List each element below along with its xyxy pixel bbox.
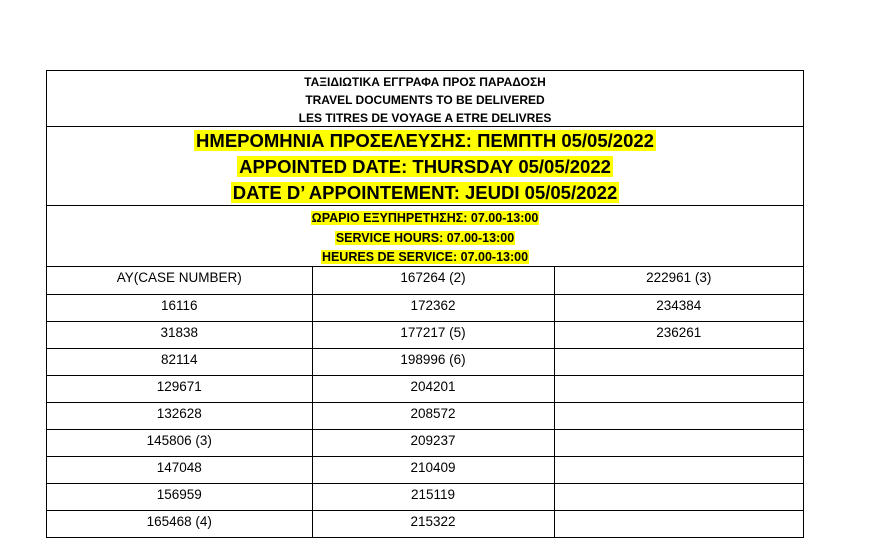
case-cell: 147048 <box>47 456 312 483</box>
appointment-date-english: APPOINTED DATE: THURSDAY 05/05/2022 <box>239 156 611 177</box>
service-hours-block <box>47 206 803 267</box>
case-cell: 177217 (5) <box>312 321 554 348</box>
case-cell: 209237 <box>312 429 554 456</box>
case-cell: 31838 <box>47 321 312 348</box>
case-cell: 167264 (2) <box>312 267 554 294</box>
case-cell <box>554 456 803 483</box>
case-cell: 16116 <box>47 294 312 321</box>
case-cell: 234384 <box>554 294 803 321</box>
service-hours-french: HEURES DE SERVICE: 07.00-13:00 <box>321 250 529 264</box>
case-cell: 132628 <box>47 402 312 429</box>
table-row <box>47 321 803 348</box>
appointment-date-block <box>47 127 803 206</box>
table-row <box>47 348 803 375</box>
table-row <box>47 294 803 321</box>
case-cell: 172362 <box>312 294 554 321</box>
case-cell <box>554 402 803 429</box>
case-cell: 204201 <box>312 375 554 402</box>
service-hours-english: SERVICE HOURS: 07.00-13:00 <box>335 230 515 245</box>
table-row <box>47 429 803 456</box>
case-cell: 215322 <box>312 510 554 537</box>
case-cell: 129671 <box>47 375 312 402</box>
table-row <box>47 510 803 537</box>
table-row <box>47 267 803 294</box>
case-cell <box>554 348 803 375</box>
table-row <box>47 402 803 429</box>
title-greek: ΤΑΞΙΔΙΩΤΙΚΑ ΕΓΓΡΑΦΑ ΠΡΟΣ ΠΑΡΑΔΟΣΗ <box>304 75 546 89</box>
case-cell: 222961 (3) <box>554 267 803 294</box>
case-cell: 82114 <box>47 348 312 375</box>
title-english: TRAVEL DOCUMENTS TO BE DELIVERED <box>305 93 545 107</box>
case-cell: 145806 (3) <box>47 429 312 456</box>
case-cell: 236261 <box>554 321 803 348</box>
case-cell <box>554 429 803 456</box>
case-cell: 215119 <box>312 483 554 510</box>
case-cell <box>554 375 803 402</box>
table-row <box>47 483 803 510</box>
case-cell: 165468 (4) <box>47 510 312 537</box>
case-cell: 210409 <box>312 456 554 483</box>
service-hours-greek: ΩΡΑΡΙΟ ΕΞΥΠΗΡΕΤΗΣΗΣ: 07.00-13:00 <box>311 211 539 225</box>
case-cell: AY(CASE NUMBER) <box>47 267 312 294</box>
case-cell: 156959 <box>47 483 312 510</box>
travel-documents-notice <box>46 70 804 538</box>
case-cell <box>554 510 803 537</box>
title-french: LES TITRES DE VOYAGE A ETRE DELIVRES <box>298 111 552 125</box>
table-row <box>47 375 803 402</box>
case-number-table <box>47 267 803 538</box>
case-cell <box>554 483 803 510</box>
notice-title-block <box>47 71 803 127</box>
appointment-date-french: DATE D’ APPOINTEMENT: JEUDI 05/05/2022 <box>232 182 618 203</box>
case-cell: 208572 <box>312 402 554 429</box>
table-row <box>47 456 803 483</box>
case-cell: 198996 (6) <box>312 348 554 375</box>
appointment-date-greek: ΗΜΕΡΟΜΗΝΙΑ ΠΡΟΣΕΛΕΥΣΗΣ: ΠΕΜΠΤΗ 05/05/2022 <box>196 130 654 151</box>
